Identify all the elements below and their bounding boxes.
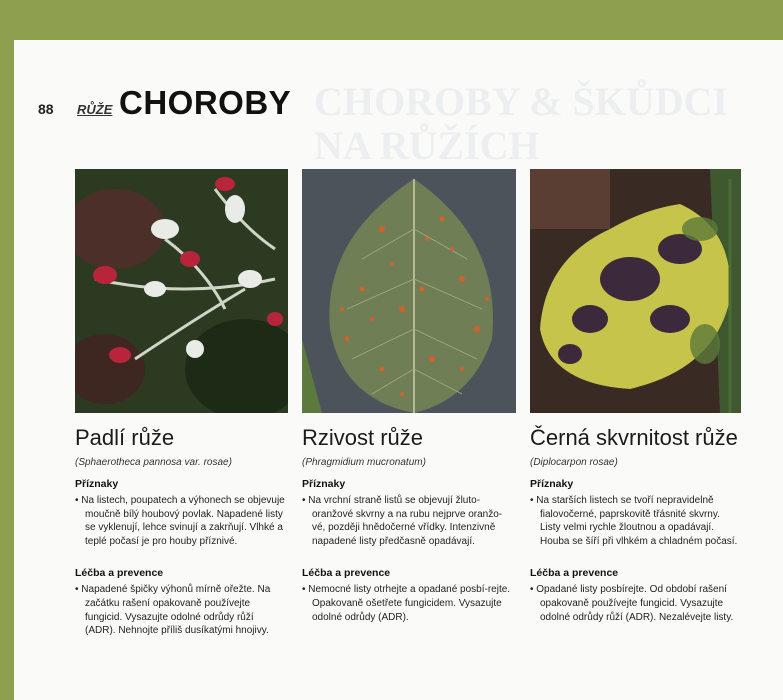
blackspot-photo [530, 169, 741, 413]
symptoms-text: • Na starších listech se tvoří nepravidelně fialovočerné, paprskovitě třásnité skvrny. Listy velmi rychle žloutnou a opadávají. Houba se šíří při vlhkém a chladném počasí. [530, 495, 738, 547]
symptoms-label: Příznaky [75, 478, 119, 490]
latin-name: (Sphaerotheca pannosa var. rosae) [75, 457, 232, 468]
disease-heading: Rzivost růže [302, 425, 424, 450]
treatment-label: Léčba a prevence [302, 567, 391, 580]
show-through-text: CHOROBY & ŠKŮDCI NA RŮŽÍCH [314, 79, 729, 168]
treatment-label: Léčba a prevence [530, 567, 619, 580]
treatment-text: • Opadané listy posbírejte. Od období rašení opakovaně používejte fungicid. Vysazujte odolné odrůdy růží (ADR). Nezalévejte listy. [530, 584, 734, 623]
symptoms-text: • Na listech, poupatech a výhonech se objevuje moučně bílý houbový povlak. Napadené listy se vyklenují, lehce svinují a zakrňují. Vlhké a teplé počasí je pro houby příznivé. [75, 495, 285, 547]
treatment-label: Léčba a prevence [75, 567, 164, 580]
rust-leaf-icon [302, 169, 516, 413]
disease-column-mildew [75, 425, 285, 638]
disease-column-rust [302, 425, 512, 624]
mildew-photo [75, 169, 288, 413]
rust-photo [302, 169, 516, 413]
symptoms-label: Příznaky [302, 478, 346, 490]
mildew-rose-buds-icon [75, 169, 288, 413]
latin-name: (Diplocarpon rosae) [530, 457, 618, 468]
page-number: 88 [38, 101, 54, 117]
disease-column-blackspot [530, 425, 740, 624]
treatment-text: • Nemocné listy otrhejte a opadané posbí-rejte. Opakovaně ošetřete fungicidem. Vysazujte odolné odrůdy (ADR). [302, 584, 511, 623]
disease-heading: Padlí růže [75, 425, 175, 450]
latin-name: (Phragmidium mucronatum) [302, 457, 426, 468]
page-title: CHOROBY [119, 84, 292, 121]
symptoms-label: Příznaky [530, 478, 574, 490]
disease-heading: Černá skvrnitost růže [530, 425, 738, 450]
treatment-text: • Napadené špičky výhonů mírně ořežte. Na začátku rašení opakovaně používejte fungicid. Vysazujte odolné odrůdy růží (ADR). Nehnojte příliš dusíkatými hnojivy. [75, 584, 271, 637]
section-label: RŮŽE [77, 102, 113, 117]
black-spot-leaf-icon [530, 169, 741, 413]
symptoms-text: • Na vrchní straně listů se objevují žluto-oranžové skvrny a na rubu nejprve oranžo-vé, později hnědočerné vřídky. Intenzivně napadené listy předčasně opadávají. [302, 495, 503, 547]
